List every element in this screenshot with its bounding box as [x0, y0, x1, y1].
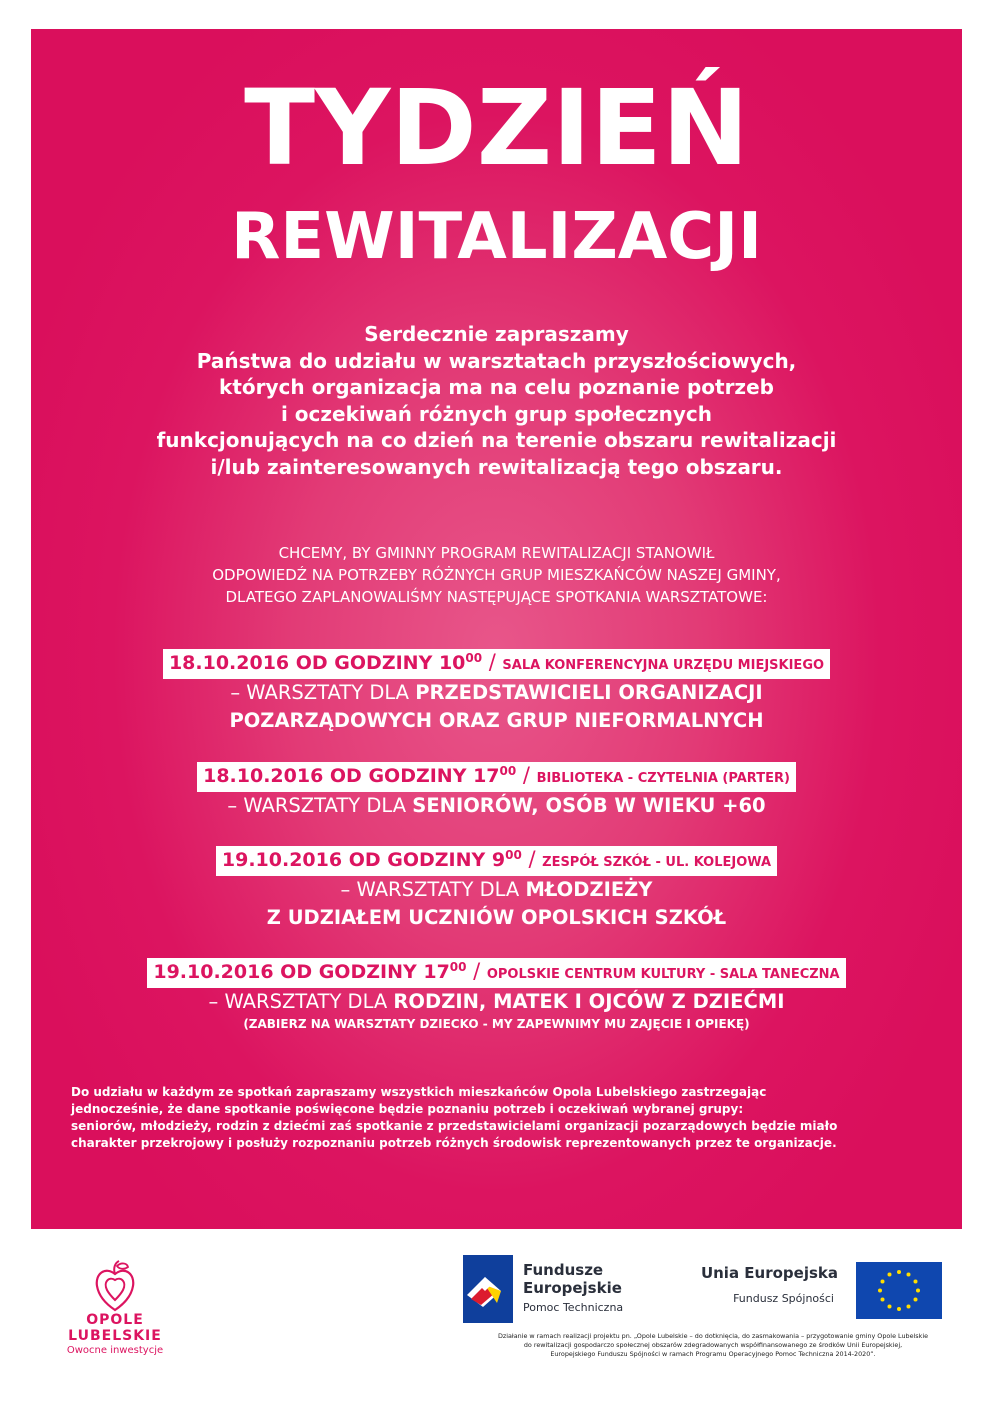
- intro-line: których organizacja ma na celu poznanie potrzeb: [219, 375, 774, 399]
- apple-heart-icon: [95, 1260, 135, 1312]
- bottom-line: Do udziału w każdym ze spotkań zapraszamy wszystkich mieszkańców Opola Lubelskiego zastrzegając: [71, 1085, 767, 1099]
- event-time-sup: 00: [499, 764, 517, 778]
- caps-paragraph: [71, 542, 922, 608]
- opole-tagline: Owocne inwestycje: [66, 1345, 164, 1356]
- legal-line: Europejskiego Funduszu Spójności w ramach Programu Operacyjnego Pomoc Techniczna 2014-2020”.: [550, 1350, 876, 1358]
- event-place: ZESPÓŁ SZKÓŁ - UL. KOLEJOWA: [542, 855, 772, 870]
- event-slash: /: [473, 959, 481, 983]
- event-3: [31, 846, 962, 932]
- event-audience-2: POZARZĄDOWYCH ORAZ GRUP NIEFORMALNYCH: [229, 709, 764, 732]
- event-desc: [31, 679, 962, 707]
- intro-line: Państwa do udziału w warsztatach przyszłościowych,: [196, 348, 797, 373]
- event-date-box: [163, 649, 830, 679]
- event-desc: [31, 988, 962, 1016]
- bottom-line: jednocześnie, że dane spotkanie poświęcone będzie poznaniu potrzeb i oczekiwań wybranej grupy:: [71, 1102, 744, 1116]
- intro-line: i/lub zainteresowanych rewitalizacją tego obszaru.: [210, 454, 783, 479]
- event-date-box: [216, 846, 777, 876]
- event-date-box: [147, 958, 845, 988]
- event-desc: [31, 876, 962, 904]
- event-place: OPOLSKIE CENTRUM KULTURY - SALA TANECZNA: [486, 967, 840, 982]
- legal-notice: [463, 1332, 963, 1359]
- event-desc-2: [31, 707, 962, 735]
- ue-title: Unia Europejska: [700, 1264, 838, 1282]
- event-1: [31, 649, 962, 735]
- bottom-line: seniorów, młodzieży, rodzin z dziećmi zaś spotkanie z przedstawicielami organizacji pozarządowych będzie miało: [71, 1119, 838, 1133]
- event-prefix: – WARSZTATY DLA: [227, 794, 407, 817]
- event-audience: PRZEDSTAWICIELI ORGANIZACJI: [415, 681, 763, 704]
- event-date-box: [197, 762, 796, 792]
- event-prefix: – WARSZTATY DLA: [208, 990, 388, 1013]
- title-line-1: TYDZIEŃ: [244, 67, 749, 189]
- event-slash: /: [528, 847, 536, 871]
- event-audience-2: Z UDZIAŁEM UCZNIÓW OPOLSKICH SZKÓŁ: [266, 906, 727, 929]
- event-date: 18.10.2016 OD GODZINY 17: [203, 765, 500, 787]
- fundusze-europejskie-logo: [463, 1255, 663, 1325]
- intro-line: funkcjonujących na co dzień na terenie obszaru rewitalizacji: [156, 428, 837, 452]
- event-place: SALA KONFERENCYJNA URZĘDU MIEJSKIEGO: [502, 658, 825, 673]
- legal-line: do rewitalizacji gospodarczo społecznej obszarów zdegradowanych współfinansowanego ze środków Unii Europejskiej,: [523, 1341, 903, 1349]
- poster-background: [31, 29, 962, 1229]
- event-audience: RODZIN, MATEK I OJCÓW Z DZIEĆMI: [393, 990, 785, 1013]
- caps-line: ODPOWIEDŹ NA POTRZEBY RÓŻNYCH GRUP MIESZKAŃCÓW NASZEJ GMINY,: [212, 566, 781, 584]
- event-prefix: – WARSZTATY DLA: [340, 878, 520, 901]
- fe-title-line-1: Fundusze: [523, 1261, 604, 1279]
- eu-flag-icon: [856, 1262, 942, 1319]
- caps-line: CHCEMY, BY GMINNY PROGRAM REWITALIZACJI STANOWIŁ: [278, 544, 715, 562]
- event-time-sup: 00: [505, 848, 522, 862]
- intro-text: [71, 321, 922, 480]
- opole-name-line-2: LUBELSKIE: [68, 1328, 162, 1344]
- event-date: 19.10.2016 OD GODZINY 17: [153, 961, 450, 983]
- event-time-sup: 00: [449, 960, 467, 974]
- bottom-line: charakter przekrojowy i posłuży rozpoznaniu potrzeb różnych środowisk reprezentowanych przez te organizacje.: [71, 1136, 837, 1150]
- opole-name-line-1: OPOLE: [86, 1312, 144, 1328]
- event-slash: /: [488, 650, 496, 674]
- event-date: 19.10.2016 OD GODZINY 9: [221, 849, 506, 871]
- event-note: (ZABIERZ NA WARSZTATY DZIECKO - MY ZAPEWNIMY MU ZAJĘCIE I OPIEKĘ): [243, 1017, 750, 1031]
- fe-subtitle: Pomoc Techniczna: [523, 1301, 624, 1314]
- event-prefix: – WARSZTATY DLA: [230, 681, 410, 704]
- event-desc-2: [31, 904, 962, 932]
- ue-subtitle: Fundusz Spójności: [733, 1292, 834, 1305]
- event-desc: [31, 792, 962, 820]
- event-time-sup: 00: [465, 651, 483, 665]
- event-audience: MŁODZIEŻY: [525, 878, 653, 901]
- intro-line: Serdecznie zapraszamy: [364, 322, 629, 346]
- caps-line: DLATEGO ZAPLANOWALIŚMY NASTĘPUJĄCE SPOTKANIA WARSZTATOWE:: [225, 588, 768, 606]
- event-audience: SENIORÓW, OSÓB W WIEKU +60: [412, 794, 766, 817]
- unia-europejska-logo: [688, 1262, 943, 1322]
- event-date: 18.10.2016 OD GODZINY 10: [168, 652, 466, 674]
- opole-lubelskie-logo: [60, 1260, 170, 1370]
- bottom-paragraph: [71, 1084, 931, 1152]
- event-place: BIBLIOTEKA - CZYTELNIA (PARTER): [536, 771, 790, 786]
- intro-line: i oczekiwań różnych grup społecznych: [280, 401, 713, 426]
- fe-title: [523, 1261, 622, 1297]
- fundusze-europejskie-mark-icon: [463, 1255, 513, 1323]
- event-2: [31, 762, 962, 820]
- title-line-2: REWITALIZACJI: [231, 200, 762, 274]
- fe-title-line-2: Europejskie: [523, 1279, 622, 1297]
- event-4: [31, 958, 962, 1032]
- legal-line: Działanie w ramach realizacji projektu pn. „Opole Lubelskie – do dotknięcia, do zasmakowania – przygotowanie gminy Opole Lubelskie: [497, 1332, 929, 1340]
- event-slash: /: [522, 763, 530, 787]
